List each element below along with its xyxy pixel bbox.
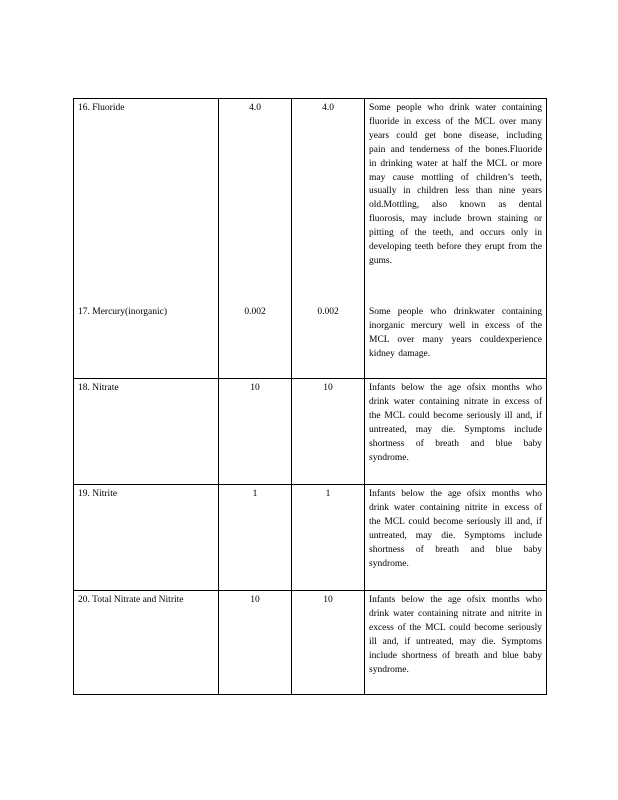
mcl-value-cell: 10: [292, 591, 365, 695]
mclg-value-cell: 4.0: [219, 99, 292, 304]
contaminant-name-cell: 20. Total Nitrate and Nitrite: [74, 591, 219, 695]
contaminant-name-cell: 19. Nitrite: [74, 485, 219, 591]
contaminant-name-cell: 16. Fluoride: [74, 99, 219, 304]
health-effect-cell: Infants below the age ofsix months who drink water containing nitrite in excess of the MCL could become seriously ill and, if untreated, may die. Symptoms include shortness of breath and blue baby syndrome.: [365, 485, 547, 591]
mcl-value-cell: 10: [292, 379, 365, 485]
mclg-value-cell: 0.002: [219, 303, 292, 379]
mcl-value-cell: 4.0: [292, 99, 365, 304]
mclg-value-cell: 1: [219, 485, 292, 591]
contaminant-health-effects-table: [73, 98, 547, 695]
contaminant-name-cell: 18. Nitrate: [74, 379, 219, 485]
mclg-value-cell: 10: [219, 591, 292, 695]
health-effect-cell: Infants below the age ofsix months who drink water containing nitrate and nitrite in excess of the MCL could become seriously ill and, if untreated, may die. Symptoms include shortness of breath and blue baby syndrome.: [365, 591, 547, 695]
table-row-fluoride: [74, 99, 547, 304]
table-row-mercury: [74, 303, 547, 379]
health-effect-cell: Infants below the age ofsix months who drink water containing nitrate in excess of the MCL could become seriously ill and, if untreated, may die. Symptoms include shortness of breath and blue baby syndrome.: [365, 379, 547, 485]
health-effect-cell: Some people who drink water containing fluoride in excess of the MCL over many years could get bone disease, including pain and tenderness of the bones.Fluoride in drinking water at half the MCL or more may cause mottling of children’s teeth, usually in children less than nine years old.Mottling, also known as dental fluorosis, may include brown staining or pitting of the teeth, and occurs only in developing teeth before they erupt from the gums.: [365, 99, 547, 304]
mcl-value-cell: 0.002: [292, 303, 365, 379]
mcl-value-cell: 1: [292, 485, 365, 591]
table-row-nitrite: [74, 485, 547, 591]
table-row-total-nitrate-nitrite: [74, 591, 547, 695]
mclg-value-cell: 10: [219, 379, 292, 485]
table-row-nitrate: [74, 379, 547, 485]
health-effect-cell: Some people who drinkwater containing inorganic mercury well in excess of the MCL over many years couldexperience kidney damage.: [365, 303, 547, 379]
contaminant-name-cell: 17. Mercury(inorganic): [74, 303, 219, 379]
